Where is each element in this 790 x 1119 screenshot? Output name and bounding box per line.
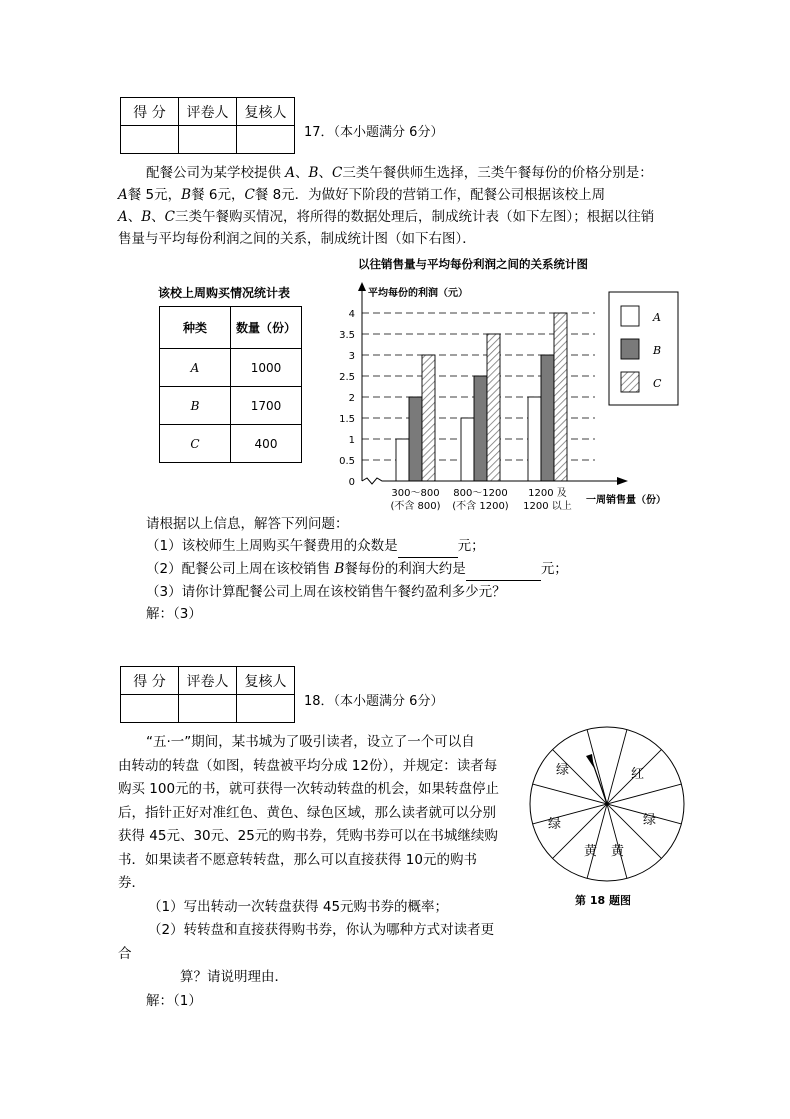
q18-answer-label: 解：（1） <box>146 992 202 1009</box>
stats-cell-type: C <box>160 425 231 463</box>
score-header-grader: 评卷人 <box>179 667 237 695</box>
y-tick-label: 3 <box>348 351 355 362</box>
score-header-defen: 得 分 <box>121 98 179 126</box>
score-table-17 <box>120 97 295 154</box>
y-axis-label: 平均每份的利润（元） <box>368 288 468 299</box>
bar-A-1 <box>396 439 409 481</box>
q17-answer-label: 解：（3） <box>146 606 202 622</box>
chart-title: 以往销售量与平均每份利润之间的关系统计图 <box>358 257 588 271</box>
score-header-defen: 得 分 <box>121 667 179 695</box>
sector-label-green: 绿 <box>643 813 657 828</box>
score-cell[interactable] <box>121 695 179 723</box>
chart-bars <box>396 313 567 481</box>
q18-line: 后，指针正好对准红色、黄色、绿色区域，那么读者就可以分别 <box>118 804 496 821</box>
sector-label-red: 红 <box>631 767 645 782</box>
y-tick-labels <box>339 309 355 488</box>
stats-header-qty: 数量（份） <box>231 307 302 349</box>
score-header-checker: 复核人 <box>237 98 295 126</box>
y-tick-label: 2 <box>348 393 355 404</box>
q17-intro-line: A、B、C三类午餐购买情况，将所得的数据处理后，制成统计表（如下左图）；根据以往销 <box>118 209 655 225</box>
chart-legend <box>609 292 678 405</box>
y-tick-label: 2.5 <box>339 372 355 383</box>
x-category-label: (不含 800) <box>390 501 441 512</box>
y-tick-label: 1 <box>348 435 355 446</box>
score-header-checker: 复核人 <box>237 667 295 695</box>
legend-swatch-B <box>621 339 639 359</box>
q18-question-1: （1）写出转动一次转盘获得 45元购书券的概率； <box>148 898 449 915</box>
score-cell[interactable] <box>179 695 237 723</box>
q18-body <box>118 731 518 1013</box>
x-category-label: 1200 以上 <box>523 501 572 512</box>
y-tick-label: 4 <box>348 309 355 320</box>
stats-cell-type: B <box>160 387 231 425</box>
bar-C-3 <box>554 313 567 481</box>
q18-line: 获得 45元、30元、25元的购书券，凭购书券可以在书城继续购 <box>118 828 498 844</box>
figure-caption: 第 18 题图 <box>575 894 631 907</box>
y-tick-label: 0.5 <box>339 456 355 467</box>
q18-question-2-cont: 算？请说明理由． <box>180 969 288 985</box>
score-cell[interactable] <box>237 126 295 154</box>
stats-table-title: 该校上周购买情况统计表 <box>158 286 291 300</box>
q18-line: 券． <box>118 875 145 891</box>
x-category-labels <box>390 487 571 512</box>
y-tick-label: 0 <box>348 477 355 488</box>
x-axis-label: 一周销售量（份） <box>586 495 666 506</box>
score-table-18 <box>120 666 295 723</box>
stats-header-type: 种类 <box>160 307 231 349</box>
stats-cell-type: A <box>160 349 231 387</box>
profit-bar-chart <box>330 252 690 522</box>
legend-label: C <box>653 377 662 390</box>
q18-question-2-cont: 合 <box>118 945 132 962</box>
score-cell[interactable] <box>237 695 295 723</box>
x-category-label: 300～800 <box>391 488 440 499</box>
q17-question-lead: 请根据以上信息，解答下列问题： <box>146 516 349 532</box>
q18-title: 18．（本小题满分 6分） <box>304 694 444 709</box>
q17-question-2: （2）配餐公司上周在该校销售 B餐每份的利润大约是 元； <box>146 558 706 581</box>
x-axis-arrow-icon <box>617 477 628 485</box>
x-category-label: 800～1200 <box>453 488 508 499</box>
q18-question-2: （2）转转盘和直接获得购书券，你认为哪种方式对读者更 <box>148 922 495 938</box>
bar-B-1 <box>409 397 422 481</box>
sector-label-green: 绿 <box>556 763 570 778</box>
legend-swatch-C <box>621 372 639 392</box>
y-tick-label: 3.5 <box>339 330 355 341</box>
stats-cell-qty: 1000 <box>231 349 302 387</box>
sector-label-green: 绿 <box>548 817 562 832</box>
q18-line: 由转动的转盘（如图，转盘被平均分成 12份），并规定：读者每 <box>118 757 498 774</box>
bar-C-2 <box>487 334 500 481</box>
score-cell[interactable] <box>179 126 237 154</box>
spinner-wheel <box>525 722 690 887</box>
answer-blank[interactable] <box>398 535 458 558</box>
q17-title: 17．（本小题满分 6分） <box>304 125 444 140</box>
bar-B-2 <box>474 376 487 481</box>
score-cell[interactable] <box>121 126 179 154</box>
bar-B-3 <box>541 355 554 481</box>
stats-cell-qty: 1700 <box>231 387 302 425</box>
y-tick-label: 1.5 <box>339 414 355 425</box>
sector-label-yellow: 黄 <box>611 844 625 859</box>
q17-intro-line: 售量与平均每份利润之间的关系，制成统计图（如下右图）． <box>118 231 476 247</box>
q17-question-3: （3）请你计算配餐公司上周在该校销售午餐约盈利多少元？ <box>146 584 506 600</box>
q17-question-1: （1）该校师生上周购买午餐费用的众数是 元； <box>146 535 706 558</box>
sector-label-yellow: 黄 <box>584 844 598 859</box>
q18-line: “五·一”期间，某书城为了吸引读者，设立了一个可以自 <box>146 734 475 750</box>
x-category-label: 1200 及 <box>528 488 567 499</box>
q17-intro <box>118 162 678 250</box>
q18-line: 购买 100元的书，就可获得一次转动转盘的机会，如果转盘停止 <box>118 781 500 797</box>
bar-C-1 <box>422 355 435 481</box>
legend-label: B <box>653 344 662 357</box>
q17-intro-line: 配餐公司为某学校提供 A、B、C三类午餐供师生选择，三类午餐每份的价格分别是： <box>146 165 653 181</box>
y-axis-arrow-icon <box>358 282 366 291</box>
legend-items <box>621 306 662 392</box>
bar-A-2 <box>461 418 474 481</box>
score-header-grader: 评卷人 <box>179 98 237 126</box>
bar-A-3 <box>528 397 541 481</box>
legend-swatch-A <box>621 306 639 326</box>
legend-label: A <box>653 311 661 324</box>
x-category-label: (不含 1200) <box>452 501 509 512</box>
answer-blank[interactable] <box>466 558 541 581</box>
q18-line: 书．如果读者不愿意转转盘，那么可以直接获得 10元的购书 <box>118 851 477 868</box>
stats-cell-qty: 400 <box>231 425 302 463</box>
q17-intro-line: A餐 5元，B餐 6元，C餐 8元．为做好下阶段的营销工作，配餐公司根据该校上周 <box>118 187 606 203</box>
stats-table <box>159 306 302 463</box>
q17-questions <box>146 513 706 625</box>
